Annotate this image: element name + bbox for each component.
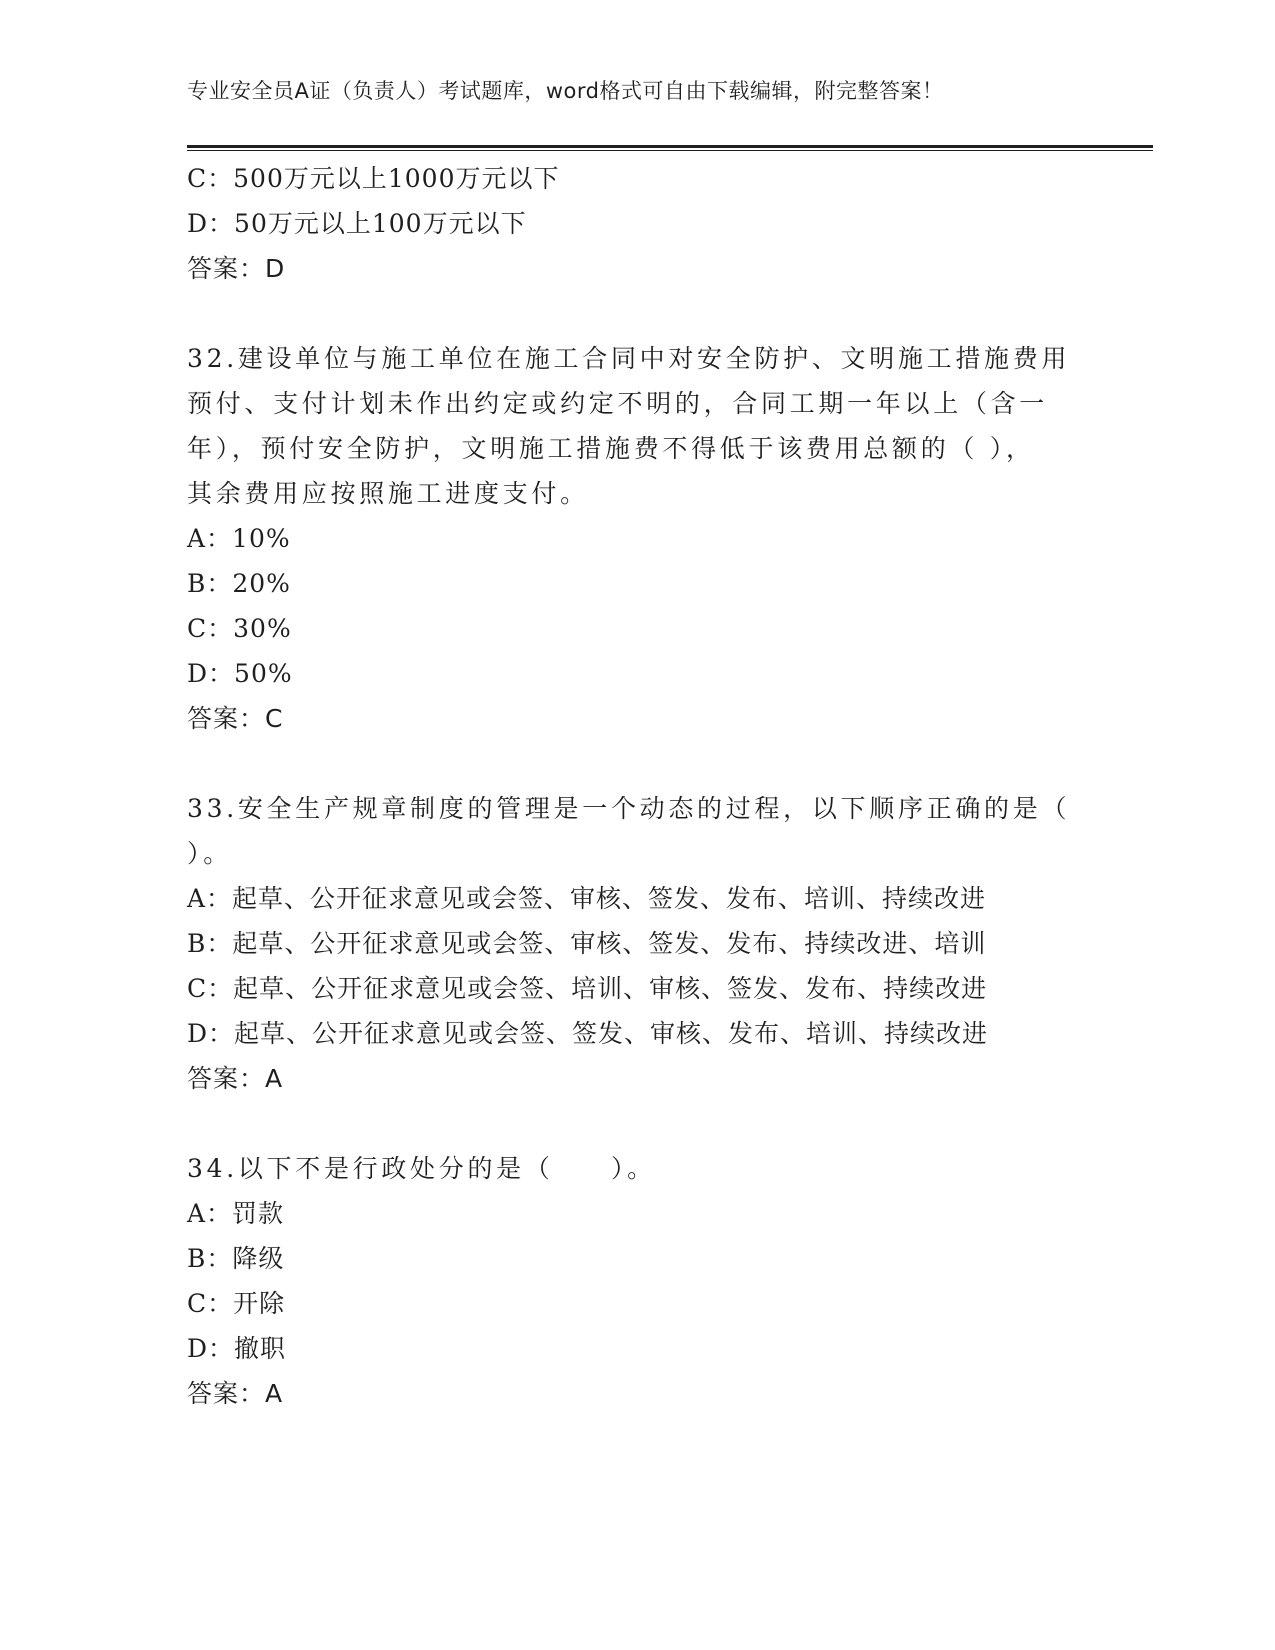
question-stem	[187, 1146, 1087, 1191]
option-b: B：20%	[187, 569, 291, 598]
option-d: D：撤职	[187, 1334, 287, 1363]
option-c: C：500万元以上1000万元以下	[187, 164, 560, 193]
option-a: A：起草、公开征求意见或会签、审核、签发、发布、培训、持续改进	[187, 884, 987, 913]
option-b: B：起草、公开征求意见或会签、审核、签发、发布、持续改进、培训	[187, 929, 987, 958]
option-c: C：起草、公开征求意见或会签、培训、审核、签发、发布、持续改进	[187, 974, 988, 1003]
option-c: C：开除	[187, 1289, 286, 1318]
question-32	[187, 336, 1087, 741]
option-a: A：10%	[187, 524, 291, 553]
stem-line: ）。	[187, 839, 232, 868]
page-header: 专业安全员A证（负责人）考试题库，word格式可自由下载编辑，附完整答案！	[187, 79, 944, 103]
stem-line: 34.以下不是行政处分的是（ ）。	[187, 1154, 656, 1183]
question-stem	[187, 336, 1087, 516]
option-d: D：起草、公开征求意见或会签、签发、审核、发布、培训、持续改进	[187, 1019, 989, 1048]
option-a: A：罚款	[187, 1199, 285, 1228]
answer-line: 答案：C	[187, 704, 284, 733]
spacer	[187, 1101, 1087, 1146]
question-33	[187, 786, 1087, 1101]
stem-line: 33.安全生产规章制度的管理是一个动态的过程，以下顺序正确的是（	[187, 794, 1071, 823]
answer-line: 答案：A	[187, 1064, 284, 1093]
stem-line: 预付、支付计划未作出约定或约定不明的，合同工期一年以上（含一	[187, 389, 1049, 418]
stem-line: 32.建设单位与施工单位在施工合同中对安全防护、文明施工措施费用	[187, 344, 1071, 373]
prev-question	[187, 156, 1087, 291]
answer-line: 答案：A	[187, 1379, 284, 1408]
spacer	[187, 291, 1087, 336]
option-b: B：降级	[187, 1244, 285, 1273]
header-rule-thick	[187, 145, 1153, 148]
option-d: D：50万元以上100万元以下	[187, 209, 527, 238]
option-c: C：30%	[187, 614, 292, 643]
stem-line: 其余费用应按照施工进度支付。	[187, 479, 589, 508]
question-stem	[187, 786, 1087, 876]
answer-line: 答案：D	[187, 254, 286, 283]
stem-line: 年），预付安全防护，文明施工措施费不得低于该费用总额的（ ），	[187, 434, 1035, 463]
spacer	[187, 741, 1087, 786]
document-body	[187, 156, 1087, 1416]
option-d: D：50%	[187, 659, 293, 688]
header-rule-thin	[187, 150, 1153, 151]
question-34	[187, 1146, 1087, 1416]
